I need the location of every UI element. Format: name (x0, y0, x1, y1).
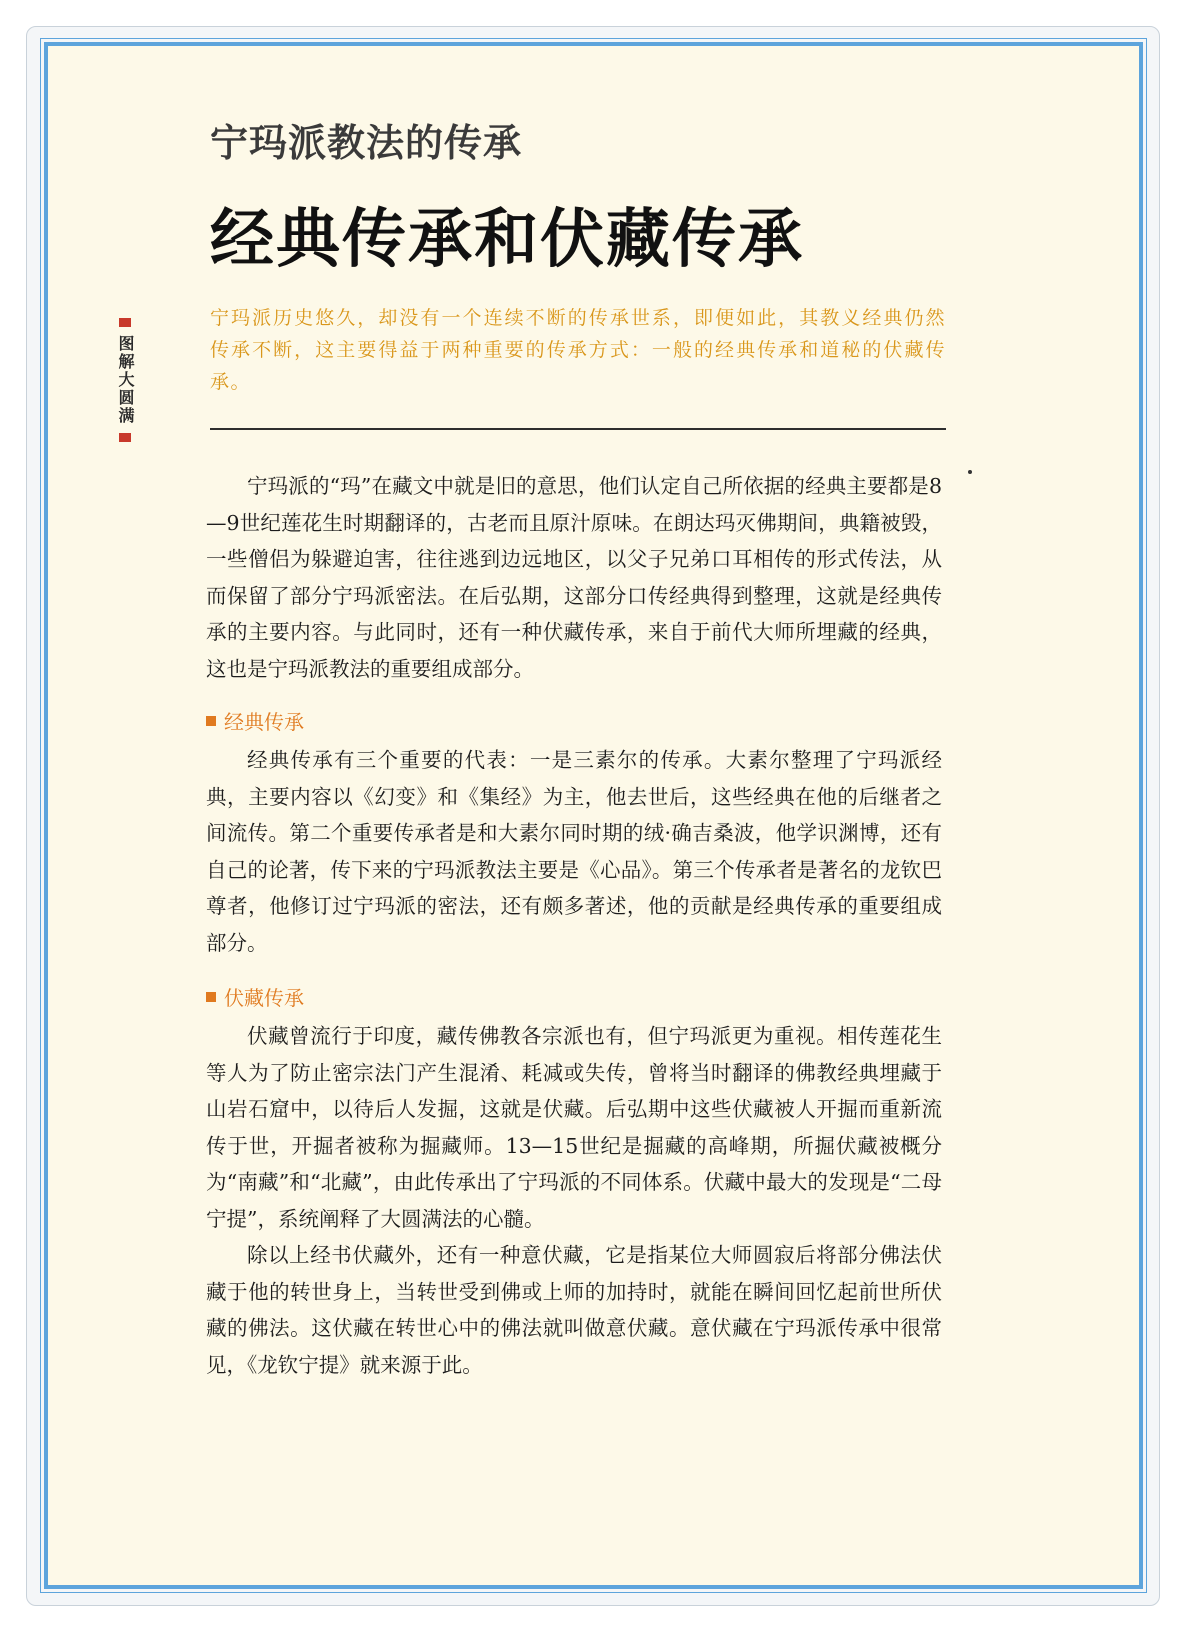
subhead-terma-label: 伏藏传承 (224, 986, 304, 1010)
subhead-classic (206, 706, 304, 735)
paragraph-3 (206, 1018, 942, 1383)
subhead-bullet-icon (206, 992, 216, 1002)
paragraph-2-text: 经典传承有三个重要的代表：一是三素尔的传承。大素尔整理了宁玛派经典，主要内容以《幻变》和《集经》为主，他去世后，这些经典在他的后继者之间流传。第二个重要传承者是和大素尔同时期的绒·确吉桑波，他学识渊博，还有自己的论著，传下来的宁玛派教法主要是《心品》。第三个传承者是著名的龙钦巴尊者，他修订过宁玛派的密法，还有颇多著述，他的贡献是经典传承的重要组成部分。 (206, 748, 942, 955)
side-label-text: 图解大圆满 (116, 335, 135, 425)
side-mark-bottom (119, 433, 131, 442)
side-mark-top (119, 318, 131, 327)
margin-dot (968, 470, 972, 474)
divider (210, 428, 946, 430)
page-title: 经典传承和伏藏传承 (210, 202, 804, 277)
subhead-bullet-icon (206, 716, 216, 726)
paragraph-3a-text: 伏藏曾流行于印度，藏传佛教各宗派也有，但宁玛派更为重视。相传莲花生等人为了防止密宗法门产生混淆、耗减或失传，曾将当时翻译的佛教经典埋藏于山岩石窟中，以待后人发掘，这就是伏藏。后弘期中这些伏藏被人开掘而重新流传于世，开掘者被称为掘藏师。13—15世纪是掘藏的高峰期，所掘伏藏被概分为“南藏”和“北藏”，由此传承出了宁玛派的不同体系。伏藏中最大的发现是“二母宁提”，系统阐释了大圆满法的心髓。 (206, 1024, 942, 1231)
paragraph-3b-text: 除以上经书伏藏外，还有一种意伏藏，它是指某位大师圆寂后将部分佛法伏藏于他的转世身上，当转世受到佛或上师的加持时，就能在瞬间回忆起前世所伏藏的佛法。这伏藏在转世心中的佛法就叫做意伏藏。意伏藏在宁玛派传承中很常见，《龙钦宁提》就来源于此。 (206, 1243, 942, 1377)
subhead-terma (206, 982, 304, 1011)
intro-text: 宁玛派历史悠久，却没有一个连续不断的传承世系，即便如此，其教义经典仍然传承不断，这主要得益于两种重要的传承方式：一般的经典传承和道秘的伏藏传承。 (210, 307, 946, 393)
subhead-classic-label: 经典传承 (224, 710, 304, 734)
paragraph-1 (206, 468, 942, 687)
side-label (116, 318, 134, 442)
paragraph-1-text: 宁玛派的“玛”在藏文中就是旧的意思，他们认定自己所依据的经典主要都是8—9世纪莲花生时期翻译的，古老而且原汁原味。在朗达玛灭佛期间，典籍被毁，一些僧侣为躲避迫害，往往逃到边远地区，以父子兄弟口耳相传的形式传法，从而保留了部分宁玛派密法。在后弘期，这部分口传经典得到整理，这就是经典传承的主要内容。与此同时，还有一种伏藏传承，来自于前代大师所埋藏的经典，这也是宁玛派教法的重要组成部分。 (206, 474, 942, 681)
paragraph-2 (206, 742, 942, 961)
section-title: 宁玛派教法的传承 (210, 121, 523, 165)
